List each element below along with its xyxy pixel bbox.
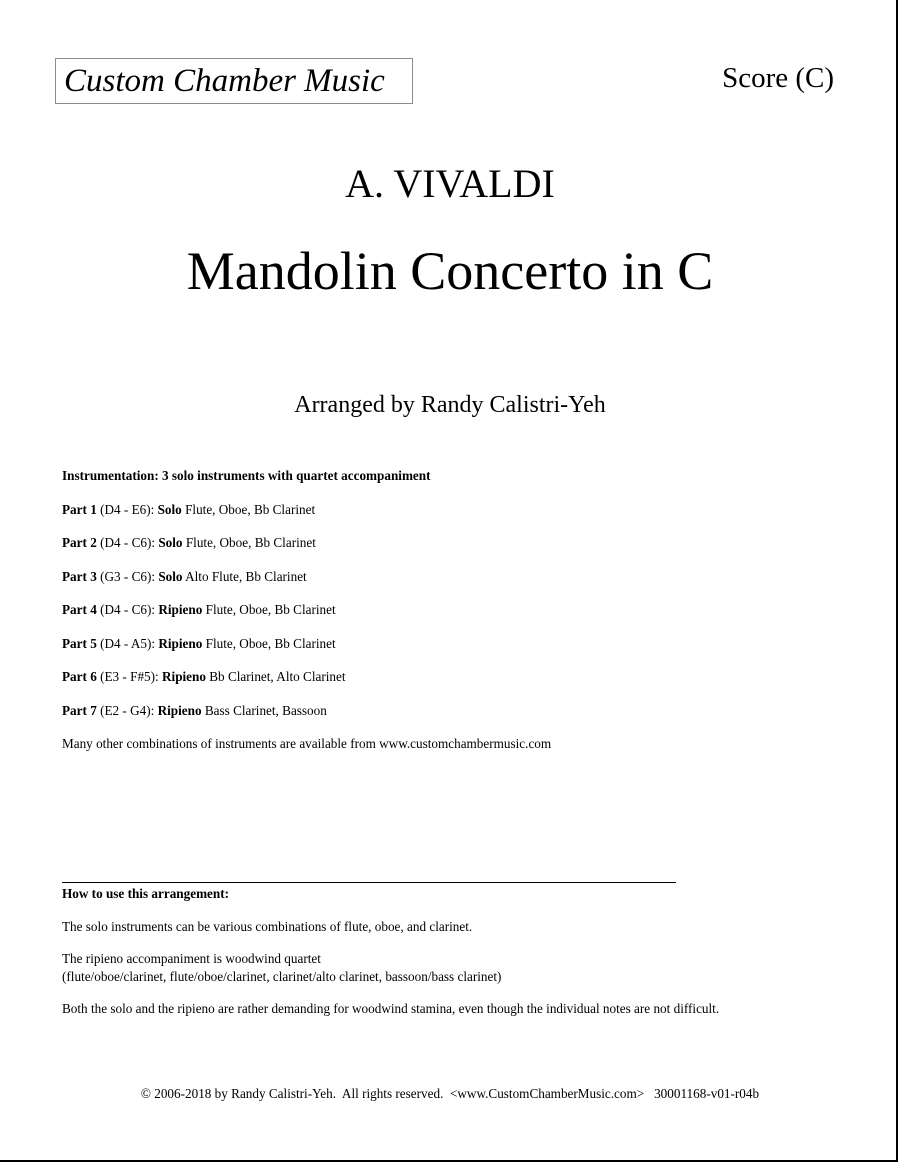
part-range: (D4 - E6): <box>96 501 158 517</box>
part-range: (D4 - C6): <box>96 535 159 550</box>
part-label: Part 4 <box>62 602 97 617</box>
instrumentation-heading: Instrumentation: 3 solo instruments with quartet accompaniment <box>62 468 431 483</box>
part-range: (E3 - F#5): <box>96 669 162 684</box>
part-line <box>62 634 862 668</box>
score-label: Score (C) <box>722 62 834 94</box>
part-role: Ripieno <box>157 702 202 718</box>
part-instruments: Flute, Oboe, Bb Clarinet <box>182 535 316 550</box>
part-role: Solo <box>157 501 182 517</box>
part-label: Part 6 <box>62 669 97 684</box>
part-instruments: Flute, Oboe, Bb Clarinet <box>202 635 336 651</box>
part-role: Solo <box>158 568 183 584</box>
part-line <box>62 600 862 634</box>
part-label: Part 3 <box>62 568 97 584</box>
publisher-brand-box: Custom Chamber Music <box>55 58 413 104</box>
part-instruments: Flute, Oboe, Bb Clarinet <box>202 602 336 617</box>
how-to-paragraph: The ripieno accompaniment is woodwind quartet <box>62 951 321 966</box>
part-role: Ripieno <box>158 635 203 651</box>
part-instruments: Bb Clarinet, Alto Clarinet <box>205 669 346 684</box>
part-label: Part 1 <box>62 501 97 517</box>
part-range: (G3 - C6): <box>96 568 159 584</box>
work-title: Mandolin Concerto in C <box>186 241 714 301</box>
part-role: Solo <box>158 535 183 550</box>
part-label: Part 7 <box>62 702 97 718</box>
part-line <box>62 667 862 701</box>
how-to-paragraph: Both the solo and the ripieno are rather demanding for woodwind stamina, even though the individual notes are not difficult. <box>62 1001 720 1016</box>
section-divider <box>62 882 676 883</box>
part-range: (D4 - C6): <box>96 602 159 617</box>
part-line <box>62 567 862 601</box>
how-to-heading: How to use this arrangement: <box>62 886 230 901</box>
arranger-credit: Arranged by Randy Calistri-Yeh <box>294 392 606 418</box>
composer-name: A. VIVALDI <box>345 161 555 206</box>
part-line <box>62 701 862 735</box>
part-line <box>62 500 862 534</box>
part-instruments: Alto Flute, Bb Clarinet <box>182 568 307 584</box>
instrumentation-section <box>62 466 862 768</box>
availability-note: Many other combinations of instruments are available from www.customchambermusic.com <box>62 736 552 751</box>
part-label: Part 5 <box>62 635 97 651</box>
part-role: Ripieno <box>162 669 206 684</box>
part-role: Ripieno <box>158 602 203 617</box>
copyright-footer: © 2006-2018 by Randy Calistri-Yeh. All rights reserved. <www.CustomChamberMusic.com> 30001168-v01-r04b <box>140 1086 760 1101</box>
part-range: (E2 - G4): <box>96 702 158 718</box>
part-range: (D4 - A5): <box>96 635 159 651</box>
part-instruments: Flute, Oboe, Bb Clarinet <box>181 501 316 517</box>
part-instruments: Bass Clarinet, Bassoon <box>201 702 327 718</box>
how-to-section <box>62 884 862 1018</box>
part-label: Part 2 <box>62 535 97 550</box>
how-to-paragraph: (flute/oboe/clarinet, flute/oboe/clarinet, clarinet/alto clarinet, bassoon/bass clarinet) <box>62 969 502 984</box>
part-line <box>62 533 862 567</box>
how-to-paragraph: The solo instruments can be various combinations of flute, oboe, and clarinet. <box>62 919 473 934</box>
